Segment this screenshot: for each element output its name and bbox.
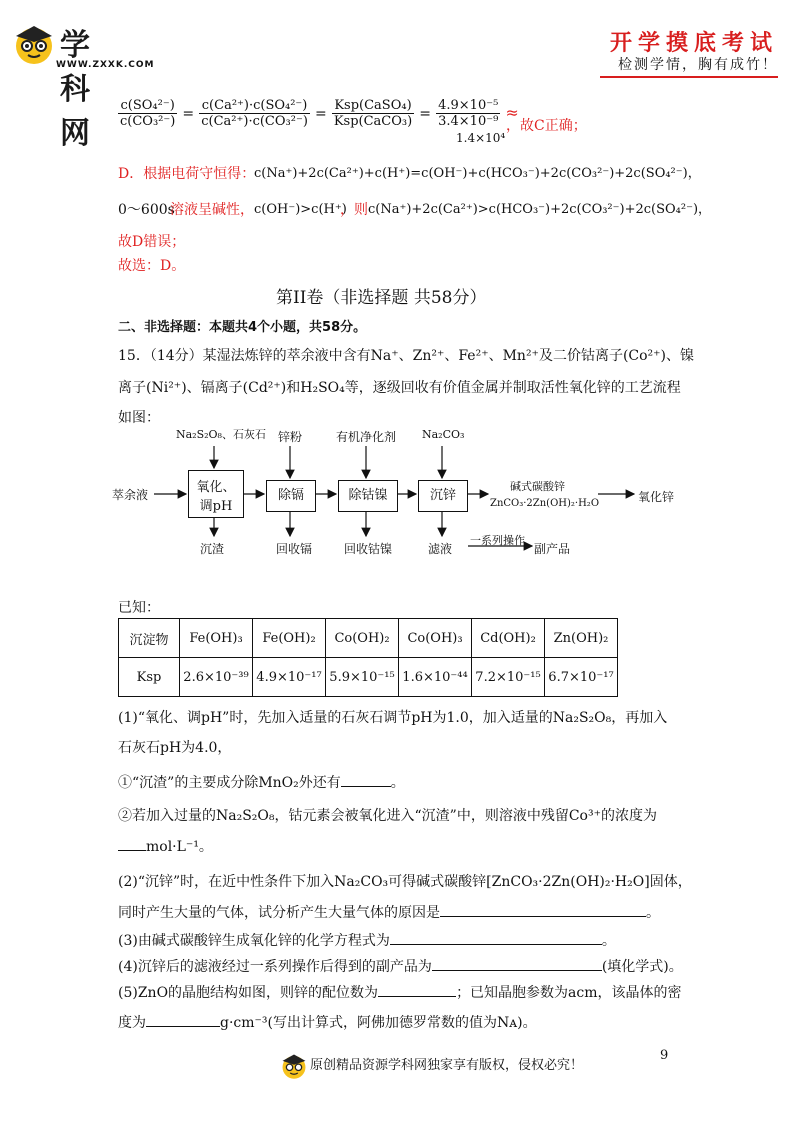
product-formula: ZnCO₃·2Zn(OH)₂·H₂O [490,498,600,509]
question-text: (5)ZnO的晶胞结构如图，则锌的配位数为 [118,985,379,1001]
mascot-icon [12,22,56,66]
reagent-na2co3: Na₂CO₃ [422,428,465,441]
numerator: c(SO₄²⁻) [118,98,177,114]
q1a [118,772,405,793]
q1b: ②若加入过量的Na₂S₂O₈，钴元素会被氧化进入“沉渣”中，则溶液中残留Co³⁺的浓度为 [118,808,657,824]
q2-line1: (2)“沉锌”时，在近中性条件下加入Na₂CO₃可得碱式碳酸锌[ZnCO₃·2Zn(OH)₂·H₂O]固体， [118,874,692,890]
q15-line1: 15．（14分）某湿法炼锌的萃余液中含有Na⁺、Zn²⁺、Fe²⁺、Mn²⁺及二价钴离子(Co²⁺)、镍 [118,348,695,364]
q2-line2 [118,902,660,923]
answer-blank[interactable] [341,772,391,787]
output-cd: 回收镉 [276,542,313,556]
logo-url: WWW.ZXXK.COM [56,60,155,70]
q1b-unit-line [118,836,213,857]
question-text: 。 [390,775,405,791]
q1-line1: (1)“氧化、调pH”时，先加入适量的石灰石调节pH为1.0，加入适量的Na₂S₂O₈，再加入 [118,710,668,726]
d-wrong: 故D错误； [118,234,186,250]
fraction [199,98,310,129]
table-header-cell: Fe(OH)₃ [180,619,253,658]
question-text: ；已知晶胞参数为acm，该晶体的密 [456,985,682,1001]
section-title: 第II卷（非选择题 共58分） [276,288,487,308]
input-raffinate: 萃余液 [112,488,149,502]
step-remove-cd: 除镉 [266,480,316,512]
d-then: ，则 [340,202,368,218]
table-cell: 6.7×10⁻¹⁷ [545,658,618,697]
q15-line3: 如图： [118,410,160,426]
c-correct: ，故C正确； [506,118,587,134]
table-cell: 1.6×10⁻⁴⁴ [399,658,472,697]
question-text: (填化学式)。 [601,959,683,975]
answer-blank[interactable] [432,956,602,971]
fraction [332,98,414,129]
table-cell: 4.9×10⁻¹⁷ [253,658,326,697]
page-number: 9 [660,1048,669,1063]
table-header-cell: Co(OH)₃ [399,619,472,658]
table-header-cell: 沉淀物 [119,619,180,658]
d-time: 0～600s [118,202,175,218]
table-cell: 2.6×10⁻³⁹ [180,658,253,697]
denominator: Ksp(CaCO₃) [333,114,413,129]
q5-line2 [118,1012,537,1033]
reagent-zinc: 锌粉 [278,430,303,444]
reagent-organic: 有机净化剂 [336,430,397,444]
step-precipitate-zn: 沉锌 [418,480,468,512]
footer [280,1052,680,1082]
slogan: 检测学情，胸有成竹！ [618,57,778,73]
step-oxidize [188,470,244,518]
product-name: 碱式碳酸锌 [510,480,565,493]
copyright: 原创精品资源学科网独家享有版权，侵权必究！ [310,1058,584,1073]
byproduct: 副产品 [534,542,571,556]
denominator: c(Ca²⁺)·c(CO₃²⁻) [201,114,308,129]
table-cell: 7.2×10⁻¹⁵ [472,658,545,697]
q3 [118,930,616,951]
fraction [436,98,500,129]
step-remove-co-ni: 除钴镍 [338,480,398,512]
table-header-cell: Cd(OH)₂ [472,619,545,658]
table-header-cell: Zn(OH)₂ [545,619,618,658]
series-operation: 一系列操作 [470,534,525,547]
table-header-cell: Co(OH)₂ [326,619,399,658]
mascot-icon [280,1052,308,1080]
known-label: 已知： [118,600,160,616]
question-text: (3)由碱式碳酸锌生成氧化锌的化学方程式为 [118,933,390,949]
question-text: g·cm⁻³(写出计算式，阿佛加德罗常数的值为Nᴀ)。 [220,1015,537,1031]
question-text: 同时产生大量的气体，试分析产生大量气体的原因是 [118,905,440,921]
d-basic: 溶液呈碱性， [170,202,254,218]
answer-blank[interactable] [378,982,456,997]
q15-line2: 离子(Ni²⁺)、镉离子(Cd²⁺)和H₂SO₄等，逐级回收有价值金属并制取活性氧化锌的工艺流程 [118,380,681,396]
question-text: 。 [601,933,616,949]
answer-blank[interactable] [118,836,146,851]
final-product: 氧化锌 [638,490,675,504]
answer: 故选：D。 [118,258,186,274]
q5-line1 [118,982,682,1003]
table-row-label: Ksp [119,658,180,697]
exam-title: 开学摸底考试 [609,30,778,56]
answer-blank[interactable] [390,930,602,945]
ksp-table [118,618,618,697]
header-divider [600,76,778,78]
denominator: c(CO₃²⁻) [120,114,176,129]
table-cell: 5.9×10⁻¹⁵ [326,658,399,697]
output-filtrate: 滤液 [428,542,453,556]
output-co-ni: 回收钴镍 [344,542,393,556]
question-text: mol·L⁻¹。 [146,839,213,855]
step-label: 氧化、 [196,480,236,495]
result-value: 1.4×10⁴ [456,131,506,145]
numerator: Ksp(CaSO₄) [332,98,414,114]
question-text: ①“沉渣”的主要成分除MnO₂外还有 [118,775,341,791]
d-inequality: c(Na⁺)+2c(Ca²⁺)>c(HCO₃⁻)+2c(CO₃²⁻)+2c(SO₄²⁻)， [368,202,712,217]
question-text: 。 [646,905,660,921]
fraction [118,98,177,129]
formula-c: $\frac{\text{c(SO₄²⁻)}}{\text{c(CO₃²⁻)}}$ = $\frac{\text{c(Ca²⁺)·c(SO₄²⁻)}}{\text{c(Ca²⁺)·c(CO₃²⁻)}}$ = $\frac{\text{Ksp(CaSO₄)}}{\text{Ksp(CaCO₃)}}$ = $\frac{\text{4.9×10⁻⁵}}{\text{3.4×10⁻⁹}}$ ≈ [120,98,519,129]
section-heading: 二、非选择题：本题共4个小题，共58分。 [118,320,367,335]
answer-blank[interactable] [146,1012,220,1027]
d-label: D．根据电荷守恒得： [118,166,256,182]
denominator: 3.4×10⁻⁹ [438,114,499,129]
step-label: 调pH [199,499,233,514]
d-oh-h: c(OH⁻)>c(H⁺) [254,202,347,217]
table-header-row [119,619,618,658]
output-residue: 沉渣 [200,542,225,556]
q1-line2: 石灰石pH为4.0， [118,740,232,756]
process-flow [110,424,710,574]
q4 [118,956,683,977]
numerator: 4.9×10⁻⁵ [438,98,499,113]
table-row [119,658,618,697]
reagent-oxidant: Na₂S₂O₈、石灰石 [176,428,266,441]
approx-sign: ≈ [505,103,519,122]
answer-blank[interactable] [440,902,646,917]
d-charge-equation: c(Na⁺)+2c(Ca²⁺)+c(H⁺)=c(OH⁻)+c(HCO₃⁻)+2c(CO₃²⁻)+2c(SO₄²⁻)， [254,166,701,181]
question-text: (4)沉锌后的滤液经过一系列操作后得到的副产品为 [118,959,432,975]
question-text: 度为 [118,1015,146,1031]
table-header-cell: Fe(OH)₂ [253,619,326,658]
numerator: c(Ca²⁺)·c(SO₄²⁻) [199,98,310,114]
logo-text: 学科网 [60,28,91,151]
